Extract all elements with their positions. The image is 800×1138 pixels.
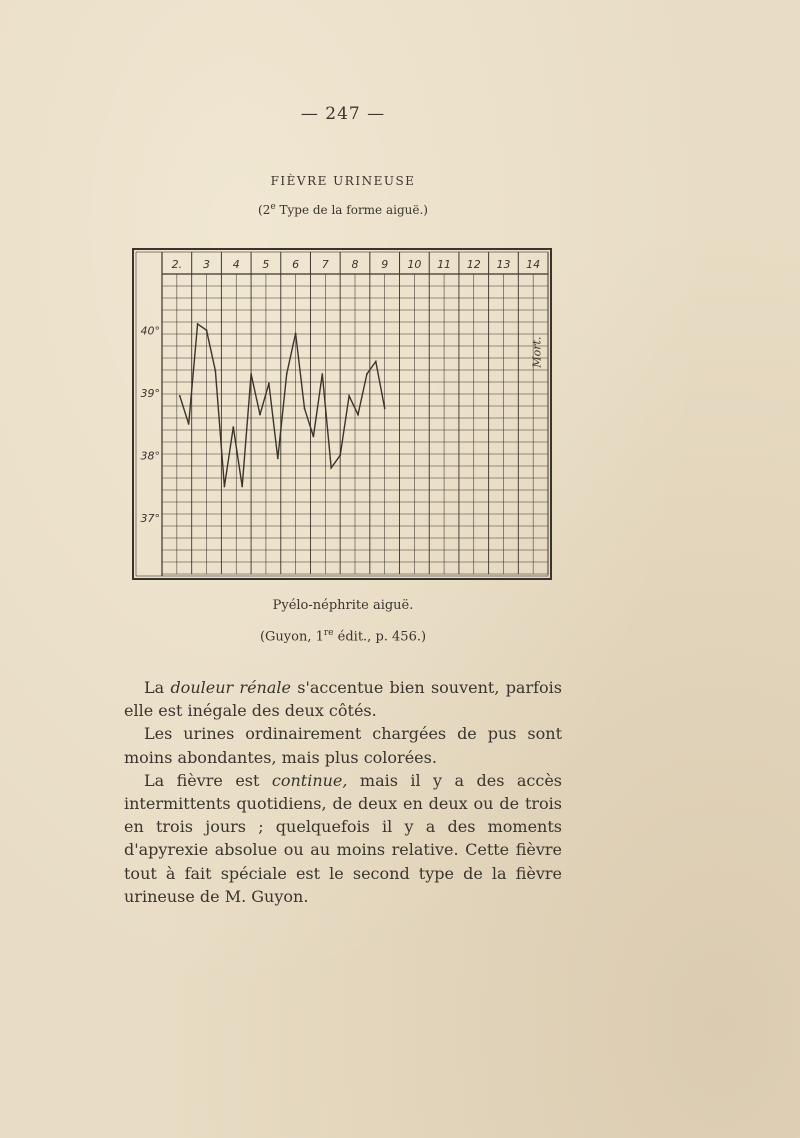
body-text: [124, 676, 562, 908]
paragraph-text: La: [144, 678, 171, 697]
paragraph-text: La fièvre est: [144, 770, 272, 790]
subtitle-sup: e: [270, 202, 276, 212]
data-point: [250, 373, 252, 375]
data-point: [232, 426, 234, 428]
y-tick-label: 38°: [140, 449, 160, 463]
paragraph: [124, 722, 562, 768]
day-label: 11: [437, 258, 452, 271]
italic-text: douleur rénale: [170, 678, 291, 697]
data-point: [357, 414, 359, 416]
data-point: [321, 373, 323, 375]
data-point: [313, 436, 315, 438]
data-point: [197, 323, 199, 325]
y-tick-label: 40°: [140, 324, 160, 338]
temperature-chart: [130, 246, 554, 582]
death-annotation: Mort.: [530, 336, 544, 368]
data-point: [206, 329, 208, 331]
data-point: [286, 373, 288, 375]
data-point: [339, 454, 341, 456]
page-number: — 247 —: [300, 104, 386, 124]
day-label: 6: [292, 258, 300, 271]
temperature-line: [180, 324, 385, 487]
data-point: [179, 395, 181, 397]
chart-source: [0, 628, 686, 644]
y-tick-label: 39°: [140, 386, 160, 400]
data-point: [224, 486, 226, 488]
source-post: édit., p. 456.): [333, 629, 427, 645]
paragraph-text: Les urines ordinairement chargées de pus sont moins abondantes, mais plus colorées.: [124, 724, 562, 767]
data-point: [366, 373, 368, 375]
day-label: 2.: [171, 258, 183, 271]
data-point: [215, 370, 217, 372]
paragraph-text: s'accentue bien souvent, parfois elle est inégale des deux côtés.: [124, 678, 562, 721]
data-point: [259, 414, 261, 416]
day-label: 3: [203, 258, 211, 271]
day-label: 8: [351, 258, 359, 271]
day-label: 10: [407, 258, 422, 271]
day-label: 4: [232, 258, 240, 271]
data-point: [295, 333, 297, 335]
data-point: [188, 423, 190, 425]
subtitle-post: Type de la forme aiguë.): [275, 203, 428, 217]
day-label: 12: [466, 258, 481, 271]
day-label: 9: [381, 258, 389, 271]
data-point: [241, 486, 243, 488]
data-point: [277, 458, 279, 460]
chart-subtitle: [0, 202, 686, 217]
day-label: 5: [262, 258, 270, 271]
paragraph: [124, 676, 562, 722]
italic-text: continue,: [271, 770, 348, 790]
day-label: 13: [496, 258, 511, 271]
paragraph-text: mais il y a des accès intermittents quotidiens, de deux en deux ou de trois en trois jours ; quelquefois il y a des moments d'apyrexie absolue ou au moins relative. Cette fièvre tout à fait spéciale est le second type de la fièvre urineuse de M. Guyon.: [124, 770, 562, 906]
subtitle-pre: (2: [258, 203, 271, 217]
day-label: 14: [526, 258, 541, 271]
chart-title: FIÈVRE URINEUSE: [270, 174, 416, 188]
data-point: [330, 467, 332, 469]
paragraph: [124, 769, 562, 908]
temperature-chart-svg: [130, 246, 554, 582]
data-point: [304, 408, 306, 410]
chart-inner-frame: [136, 252, 548, 576]
source-sup: re: [323, 628, 334, 638]
y-tick-label: 37°: [140, 511, 160, 525]
data-point: [375, 361, 377, 363]
data-point: [384, 408, 386, 410]
chart-caption: Pyélo-néphrite aiguë.: [272, 598, 414, 613]
source-pre: (Guyon, 1: [259, 629, 324, 645]
data-point: [348, 395, 350, 397]
day-label: 7: [321, 258, 329, 271]
data-point: [268, 383, 270, 385]
